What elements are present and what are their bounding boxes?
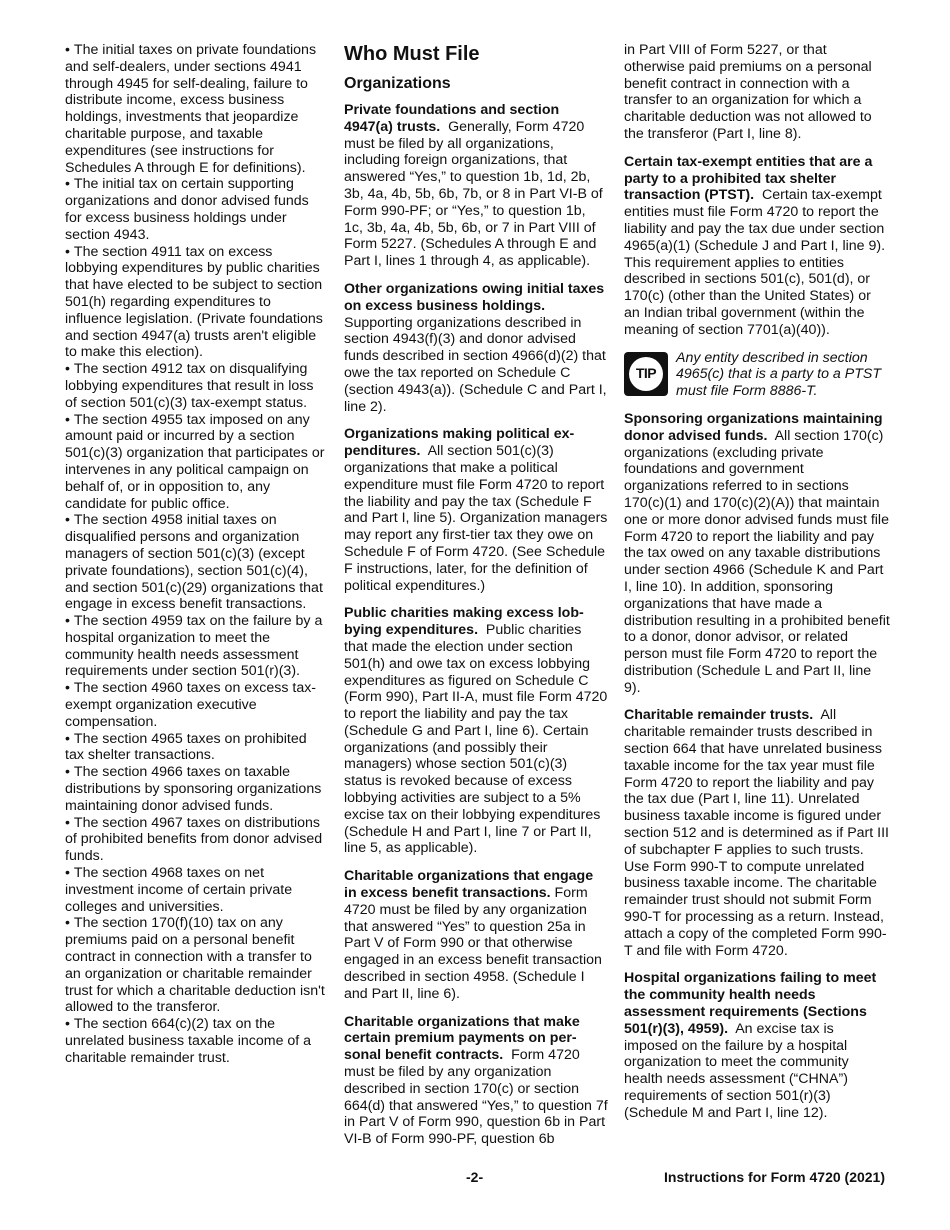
- bullet-item: • The section 4912 tax on disqualifying lobbying expenditures that result in loss of section 501(c)(3) tax-exempt status.: [65, 361, 327, 411]
- bullet-item: • The section 4959 tax on the failure by a hospital organization to meet the community health needs assessment requirements under section 501(r)(3).: [65, 613, 327, 680]
- paragraph-continuation: in Part VIII of Form 5227, or that otherwise paid premiums on a personal benefit contract in connection with a transfer to an organization for which a charitable deduction was not allowed to the transferor (Part I, line 8).: [624, 42, 872, 142]
- paragraph-lead: Other organizations owing initial taxes on excess business holdings.: [344, 280, 605, 314]
- paragraph-text: Supporting organizations described in section 4943(f)(3) and donor advised funds described in section 4966(d)(2) that owe the tax reported on Schedule C (section 4943(a)). (Schedule C and Part I, line 2).: [344, 314, 607, 415]
- bullet-item: • The section 4911 tax on excess lobbying expenditures by public charities that have elected to be subject to section 501(h) regarding expenditures to influence legislation. (Private foundations and section 4947(a) trusts aren't eligible to make this election).: [65, 244, 327, 362]
- paragraph-lead: Sponsoring organizations maintaining donor advised funds.: [624, 410, 883, 444]
- column-middle: [344, 42, 608, 1159]
- paragraph-text: Generally, Form 4720 must be filed by all organizations, including foreign organizations, that answered “Yes,” to question 1b, 1d, 2b, 3b, 4a, 4b, 5b, 6b, 7b, or 8 in Part VI-B of Form 990-PF; or “Yes,” to question 1b, 1c, 3b, 4a, 4b, 5b, 6b, or 7 in Part VIII of Form 5227. (Schedules A through E and Part I, lines 1 through 4, as applicable).: [344, 118, 603, 270]
- section-subheading: Organizations: [344, 75, 451, 92]
- paragraph-text: Form 4720 must be filed by any organization described in section 170(c) or section 664(d) that answered “Yes,” to question 7f in Part V of Form 990, question 6b in Part VI-B of Form 990-PF, question 6b: [344, 1047, 608, 1148]
- paragraph-lead: Charitable organizations that engage in excess benefit transactions.: [344, 868, 594, 902]
- page-number: -2-: [466, 1169, 484, 1185]
- column-left: [65, 42, 327, 1067]
- paragraph: [624, 707, 890, 959]
- paragraph: [344, 102, 608, 270]
- paragraph: [624, 970, 890, 1121]
- bullet-item: • The section 4965 taxes on prohibited tax shelter transactions.: [65, 731, 327, 765]
- paragraph-text: Certain tax-exempt entities must file Form 4720 to report the liability and pay the tax due under section 4965(a)(1) (Schedule J and Part I, line 9). This requirement applies to entities described in sections 501(c), 501(d), or 170(c) (other than the United States) or an Indian tribal government (within the meaning of section 7701(a)(40)).: [624, 187, 886, 338]
- bullet-item: • The section 4960 taxes on excess tax-exempt organization executive compensation.: [65, 680, 327, 730]
- paragraph-text: Form 4720 must be filed by any organization that answered “Yes” to question 25a in Part V of Form 990 or that otherwise engaged in an excess benefit transaction described in section 4958. (Schedule I and Part II, line 6).: [344, 885, 602, 1002]
- paragraph-lead: Certain tax-exempt entities that are a party to a prohibited tax shelter transaction (PTST).: [624, 153, 873, 204]
- paragraph-lead: Organizations making political expenditures.: [344, 426, 575, 460]
- paragraph: [344, 868, 608, 1002]
- paragraph-text: All section 170(c) organizations (excluding private foundations and government organizations referred to in sections 170(c)(1) and 170(c)(2)(A)) that maintain one or more donor advised funds must file Form 4720 to report the liability and pay the tax owed on any taxable distributions under section 4966 (Schedule K and Part I, line 10). In addition, sponsoring organizations that have made a distribution resulting in a prohibited benefit to a donor, donor advisor, or related person must file Form 4720 to report the distribution (Schedule L and Part II, line 9).: [624, 427, 890, 696]
- tip-box: [624, 350, 890, 400]
- bullet-item: • The section 4968 taxes on net investment income of certain private colleges and universities.: [65, 865, 327, 915]
- paragraph: [624, 411, 890, 697]
- paragraph-text: An excise tax is imposed on the failure by a hospital organization to meet the community health needs assessment (“CHNA”) requirements of section 501(r)(3) (Schedule M and Part I, line 12).: [624, 1020, 849, 1121]
- paragraph: [344, 281, 608, 415]
- footer-title: Instructions for Form 4720 (2021): [664, 1169, 885, 1185]
- paragraph-lead: Public charities making excess lobbying expenditures.: [344, 605, 584, 639]
- paragraph-text: All section 501(c)(3) organizations that make a political expenditure must file Form 4720 to report the liability and pay the tax (Schedule F and Part I, line 5). Organization managers may report any first-tier tax they owe on Schedule F of Form 4720. (See Schedule F instructions, later, for the definition of political expenditures.): [344, 443, 608, 594]
- bullet-item: • The section 4955 tax imposed on any amount paid or incurred by a section 501(c)(3) organization that participates or intervenes in any political campaign on behalf of, or in opposition to, any candidate for public office.: [65, 412, 327, 513]
- section-heading: Who Must File: [344, 43, 480, 65]
- paragraph-lead: Charitable organizations that make certain premium payments on personal benefit contracts.: [344, 1013, 580, 1064]
- paragraph: [344, 426, 608, 594]
- column-right: [624, 42, 890, 1133]
- bullet-item: • The section 4967 taxes on distributions of prohibited benefits from donor advised funds.: [65, 815, 327, 865]
- tip-icon: [624, 352, 668, 396]
- paragraph: [344, 1014, 608, 1148]
- paragraph-text: Public charities that made the election under section 501(h) and owe tax on excess lobbying expenditures as figured on Schedule C (Form 990), Part II-A, must file Form 4720 to report the liability and pay the tax (Schedule G and Part I, line 6). Certain organizations (and possibly their managers) whose section 501(c)(3) status is revoked because of excess lobbying activities are subject to a 5% excise tax on their lobbying expenditures (Schedule H and Part I, line 7 or Part II, line 5, as applicable).: [344, 622, 608, 857]
- bullet-item: • The initial tax on certain supporting organizations and donor advised funds for excess business holdings under section 4943.: [65, 176, 327, 243]
- bullet-item: • The section 664(c)(2) tax on the unrelated business taxable income of a charitable remainder trust.: [65, 1016, 327, 1066]
- paragraph-text: All charitable remainder trusts described in section 664 that have unrelated business taxable income for the tax year must file Form 4720 to report the liability and pay the tax due (Part I, line 11). Unrelated business taxable income is figured under section 512 and is determined as if Part III of subchapter F applies to such trusts. Use Form 990-T to compute unrelated business taxable income. The charitable remainder trust should not submit Form 990-T for processing as a return. Instead, attach a copy of the completed Form 990-T and file with Form 4720.: [624, 707, 889, 959]
- paragraph: [344, 605, 608, 857]
- paragraph: [624, 154, 890, 339]
- paragraph-lead: Hospital organizations failing to meet the community health needs assessment requirements (Sections 501(r)(3), 4959).: [624, 970, 877, 1037]
- bullet-item: • The section 170(f)(10) tax on any premiums paid on a personal benefit contract in connection with a transfer to an organization or charitable remainder trust for which a charitable deduction isn't allowed to the transferor.: [65, 915, 327, 1016]
- tip-text: Any entity described in section 4965(c) that is a party to a PTST must file Form 8886-T.: [676, 349, 882, 400]
- bullet-item: • The section 4966 taxes on taxable distributions by sponsoring organizations maintaining donor advised funds.: [65, 764, 327, 814]
- paragraph-lead: Private foundations and section 4947(a) trusts.: [344, 102, 560, 135]
- tip-icon-label: TIP: [629, 357, 663, 391]
- bullet-item: • The section 4958 initial taxes on disqualified persons and organization managers of section 501(c)(3) (except private foundations), section 501(c)(4), and section 501(c)(29) organizations that engage in excess benefit transactions.: [65, 512, 327, 613]
- paragraph-lead: Charitable remainder trusts.: [624, 707, 814, 724]
- bullet-item: • The initial taxes on private foundations and self-dealers, under sections 4941 through 4945 for self-dealing, failure to distribute income, excess business holdings, investments that jeopardize charitable purpose, and taxable expenditures (see instructions for Schedules A through E for definitions).: [65, 42, 327, 176]
